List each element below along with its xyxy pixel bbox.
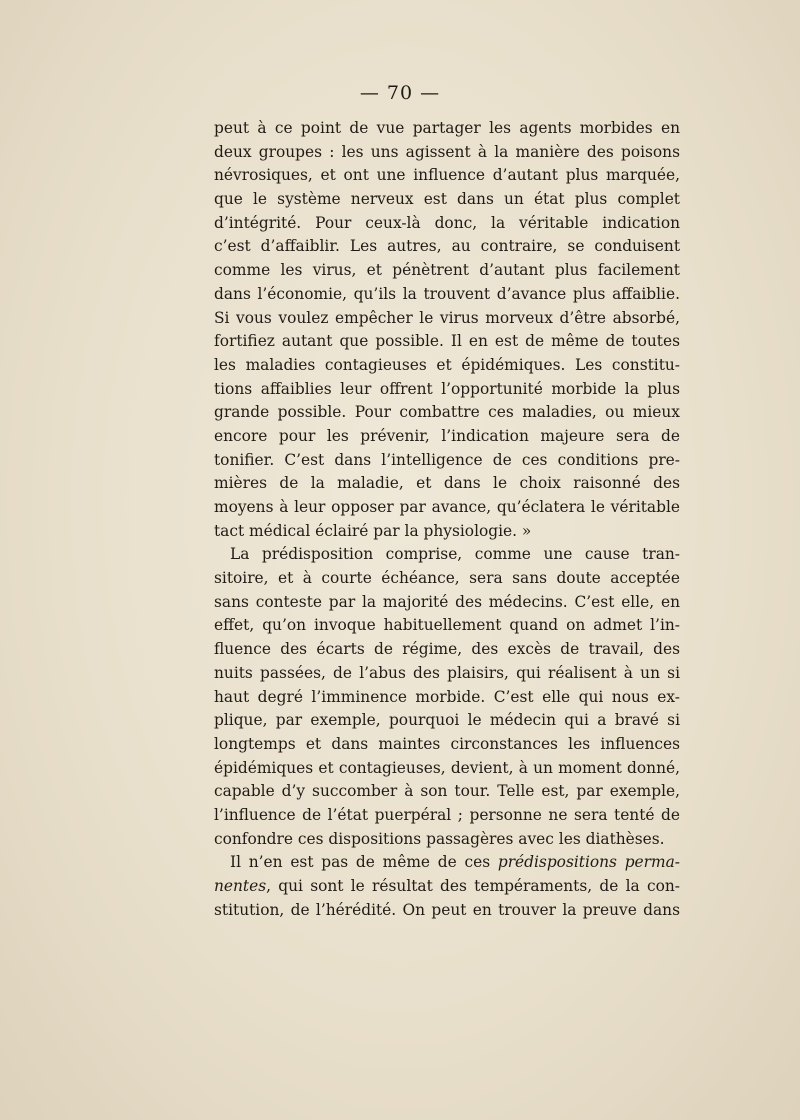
text-run: , qui sont le résultat des tempéraments, de la con- [266,877,680,895]
text-line: longtemps et dans maintes circonstances les influences [214,734,680,753]
text-line: tonifier. C’est dans l’intelligence de ces conditions pre- [214,450,680,469]
italic-text-run: nentes [214,877,267,895]
text-line [214,875,680,899]
text-line: stitution, de l’hérédité. On peut en trouver la preuve dans [214,900,680,919]
text-line: comme les virus, et pénètrent d’autant plus facilement [214,261,680,280]
text-line: encore pour les prévenir, l’indication majeure sera de [214,426,680,445]
text-line: La prédisposition comprise, comme une cause tran- [230,545,680,564]
text-line: nuits passées, de l’abus des plaisirs, qui réalisent à un si [214,663,680,682]
text-run: Il n’en est pas de même de ces [230,853,498,872]
text-line: dans l’économie, qu’ils la trouvent d’avance plus affaiblie. [214,284,680,303]
text-line: fluence des écarts de régime, des excès de travail, des [214,640,680,659]
text-line: névrosiques, et ont une influence d’autant plus marquée, [214,166,680,185]
text-line: moyens à leur opposer par avance, qu’éclatera le véritable [214,498,680,516]
text-line: grande possible. Pour combattre ces maladies, ou mieux [214,403,680,422]
page-number: — 70 — [359,82,441,104]
text-line: l’influence de l’état puerpéral ; personne ne sera tenté de [214,805,680,824]
text-line: d’intégrité. Pour ceux-là donc, la véritable indication [214,213,680,232]
text-line: effet, qu’on invoque habituellement quand on admet l’in- [214,616,680,635]
text-line: que le système nerveux est dans un état plus complet [214,190,680,209]
text-line: peut à ce point de vue partager les agents morbides en [214,119,680,137]
text-line: sans conteste par la majorité des médecins. C’est elle, en [214,592,680,611]
text-line: les maladies contagieuses et épidémiques. Les constitu- [214,355,680,374]
text-line: c’est d’affaiblir. Les autres, au contraire, se conduisent [214,237,680,256]
body-text [214,117,680,922]
text-line: plique, par exemple, pourquoi le médecin qui a bravé si [214,711,680,730]
text-line: Si vous voulez empêcher le virus morveux d’être absorbé, [214,308,680,327]
text-line [214,851,680,875]
text-line: confondre ces dispositions passagères avec les diathèses. [214,829,665,848]
text-line: épidémiques et contagieuses, devient, à un moment donné, [214,758,680,777]
text-line: deux groupes : les uns agissent à la manière des poisons [214,142,680,161]
text-line: tions affaiblies leur offrent l’opportunité morbide la plus [214,379,680,398]
text-line: mières de la maladie, et dans le choix raisonné des [214,474,680,493]
text-line: tact médical éclairé par la physiologie. » [214,521,532,540]
text-line: fortifiez autant que possible. Il en est de même de toutes [214,332,680,351]
text-line: sitoire, et à courte échéance, sera sans doute acceptée [214,569,680,588]
italic-text-run: prédispositions perma- [497,853,680,872]
text-line: haut degré l’imminence morbide. C’est elle qui nous ex- [214,687,680,706]
text-line: capable d’y succomber à son tour. Telle est, par exemple, [214,782,680,801]
